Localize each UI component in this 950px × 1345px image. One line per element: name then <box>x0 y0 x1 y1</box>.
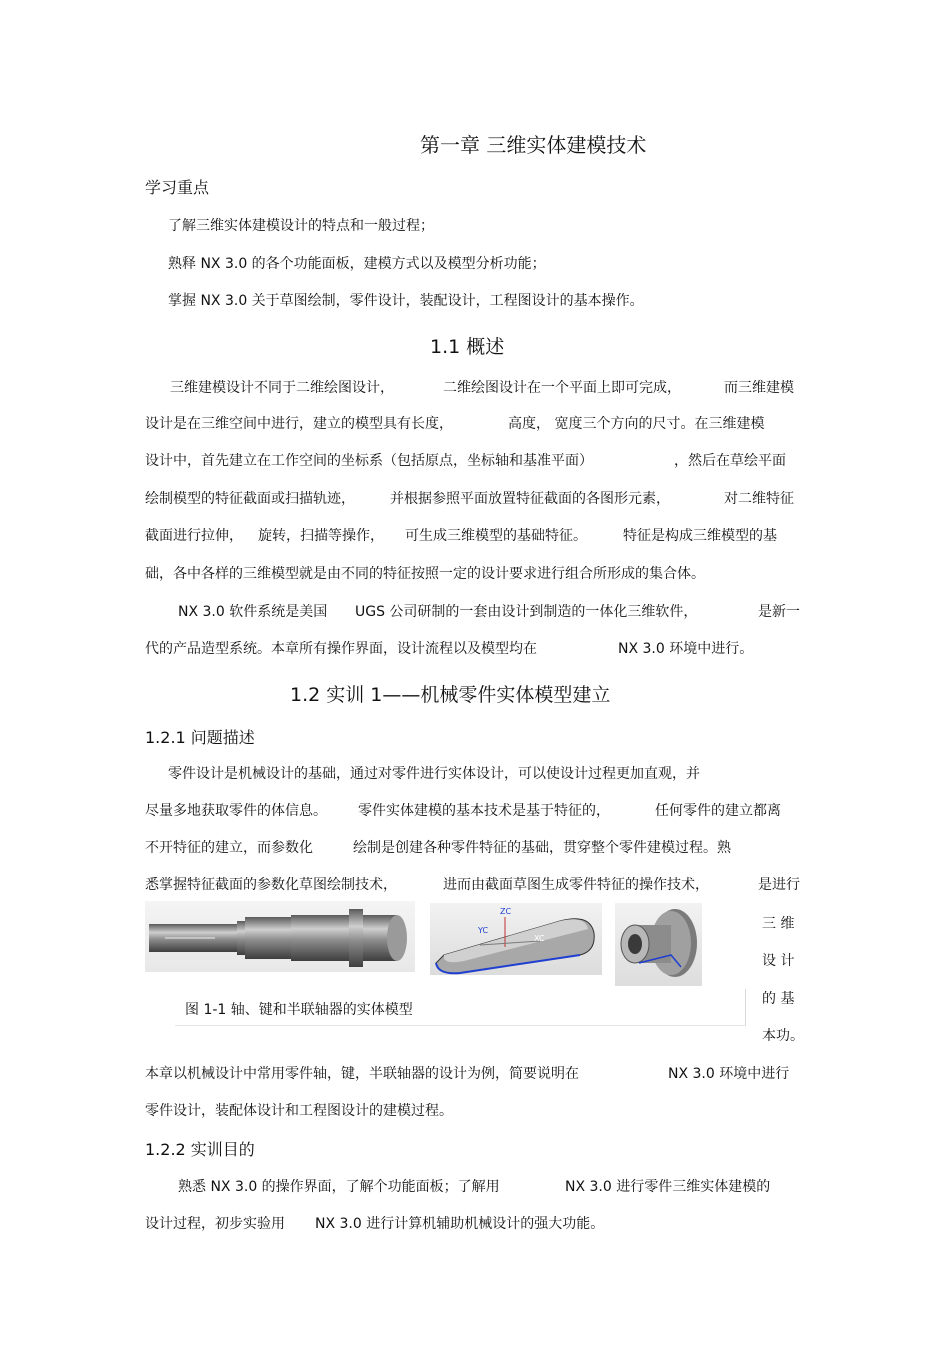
text-line: ，然后在草绘平面 <box>674 453 786 469</box>
text-line: 熟悉 NX 3.0 的操作界面，了解个功能面板；了解用 <box>178 1179 500 1195</box>
study-focus-heading: 学习重点 <box>145 178 210 197</box>
key-model-image <box>430 903 602 975</box>
text-line: 截面进行拉伸， <box>145 528 243 544</box>
text-line: 悉掌握特征截面的参数化草图绘制技术， <box>145 877 397 893</box>
xc-axis-label: XC <box>534 934 545 943</box>
text-line: 本章以机械设计中常用零件轴，键，半联轴器的设计为例，简要说明在 <box>145 1066 579 1082</box>
chapter-title: 第一章 三维实体建模技术 <box>420 133 647 157</box>
study-focus-item: 熟释 NX 3.0 的各个功能面板，建模方式以及模型分析功能； <box>168 256 546 272</box>
text-line: 是进行 <box>758 877 800 893</box>
text-line: 对二维特征 <box>724 491 794 507</box>
study-focus-item: 了解三维实体建模设计的特点和一般过程； <box>168 218 434 234</box>
text-line: NX 3.0 进行零件三维实体建模的 <box>565 1179 771 1195</box>
text-line: NX 3.0 环境中进行。 <box>618 641 754 657</box>
coupling-model-image <box>615 903 702 986</box>
side-text-line: 的 基 <box>762 991 795 1007</box>
text-line: UGS 公司研制的一套由设计到制造的一体化三维软件， <box>355 604 698 620</box>
zc-axis-label: ZC <box>500 907 512 916</box>
section-heading-1-2: 1.2 实训 1——机械零件实体模型建立 <box>290 684 611 706</box>
text-line: 并根据参照平面放置特征截面的各图形元素， <box>390 491 670 507</box>
text-line: 可生成三维模型的基础特征。 <box>405 528 587 544</box>
figure-caption-box <box>175 989 746 1026</box>
text-line: 不开特征的建立，而参数化 <box>145 840 313 856</box>
text-line: 零件实体建模的基本技术是基于特征的， <box>358 803 610 819</box>
text-line: 是新一 <box>758 604 800 620</box>
text-line: 进而由截面草图生成零件特征的操作技术， <box>443 877 709 893</box>
text-line: 高度， 宽度三个方向的尺寸。在三维建模 <box>508 416 765 432</box>
text-line: 设计过程，初步实验用 <box>145 1216 285 1232</box>
text-line: 特征是构成三维模型的基 <box>623 528 777 544</box>
text-line: 绘制是创建各种零件特征的基础，贯穿整个零件建模过程。熟 <box>353 840 731 856</box>
text-line: 三维建模设计不同于二维绘图设计， <box>170 380 394 396</box>
text-line: 设计中，首先建立在工作空间的坐标系（包括原点，坐标轴和基准平面） <box>145 453 593 469</box>
text-line: 绘制模型的特征截面或扫描轨迹， <box>145 491 355 507</box>
text-line: 任何零件的建立都离 <box>655 803 781 819</box>
text-line: 而三维建模 <box>724 380 794 396</box>
text-line: NX 3.0 环境中进行 <box>668 1066 790 1082</box>
text-line: 代的产品造型系统。本章所有操作界面，设计流程以及模型均在 <box>145 641 537 657</box>
yc-axis-label: YC <box>478 926 489 935</box>
text-line: 旋转，扫描等操作， <box>258 528 384 544</box>
text-line: NX 3.0 进行计算机辅助机械设计的强大功能。 <box>315 1216 605 1232</box>
side-text-line: 设 计 <box>762 953 795 969</box>
subsection-heading-1-2-2: 1.2.2 实训目的 <box>145 1140 255 1159</box>
text-line: 零件设计是机械设计的基础，通过对零件进行实体设计，可以使设计过程更加直观，并 <box>168 766 700 782</box>
section-heading-1-1: 1.1 概述 <box>430 336 505 358</box>
text-line: 二维绘图设计在一个平面上即可完成， <box>443 380 681 396</box>
side-text-line: 三 维 <box>762 916 795 932</box>
shaft-model-image <box>145 901 415 972</box>
text-line: 尽量多地获取零件的体信息。 <box>145 803 327 819</box>
side-text-line: 本功。 <box>762 1028 804 1044</box>
text-line: 础，各中各样的三维模型就是由不同的特征按照一定的设计要求进行组合所形成的集合体。 <box>145 566 705 582</box>
text-line: 零件设计，装配体设计和工程图设计的建模过程。 <box>145 1103 453 1119</box>
text-line: NX 3.0 软件系统是美国 <box>178 604 328 620</box>
subsection-heading-1-2-1: 1.2.1 问题描述 <box>145 728 255 747</box>
study-focus-item: 掌握 NX 3.0 关于草图绘制，零件设计，装配设计，工程图设计的基本操作。 <box>168 293 644 309</box>
figure-caption: 图 1-1 轴、键和半联轴器的实体模型 <box>185 1002 413 1018</box>
text-line: 设计是在三维空间中进行，建立的模型具有长度， <box>145 416 453 432</box>
